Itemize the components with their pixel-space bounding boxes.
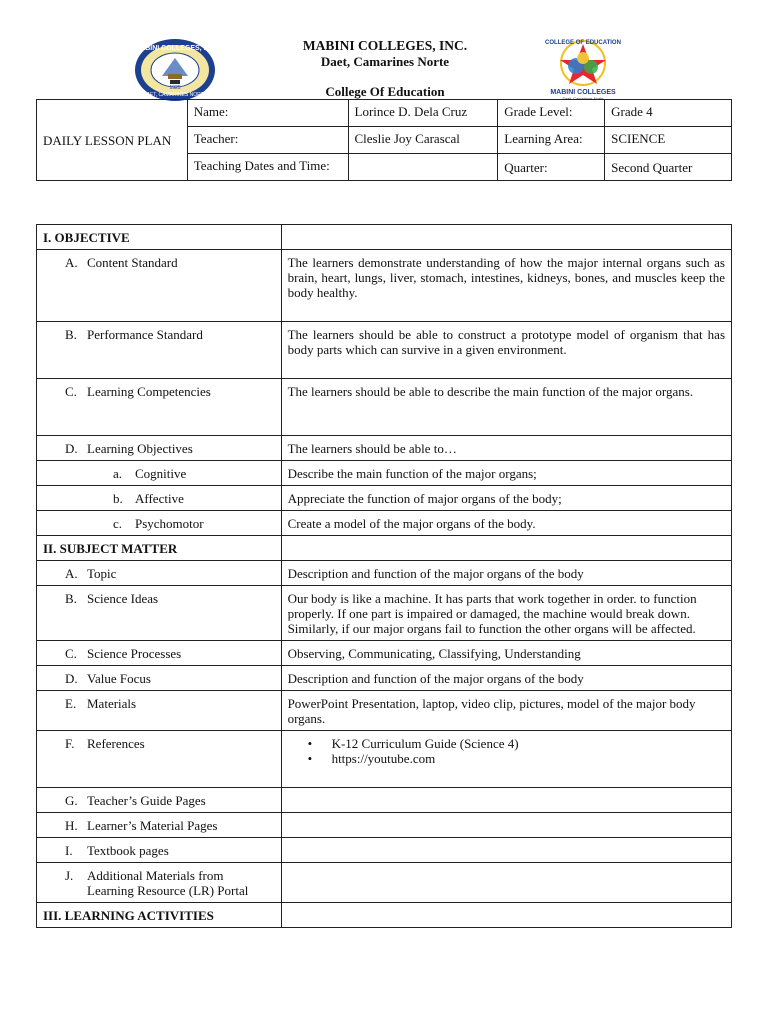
row-value: PowerPoint Presentation, laptop, video clip, pictures, model of the major body organs. bbox=[281, 691, 731, 731]
table-row bbox=[37, 641, 732, 666]
seal-bottom-text: DAET, CAMARINES NORTE bbox=[142, 92, 208, 98]
table-row bbox=[37, 322, 732, 379]
learning-area-value: SCIENCE bbox=[605, 127, 732, 154]
table-row bbox=[37, 461, 732, 486]
item-number: H. bbox=[65, 818, 78, 833]
daily-lesson-plan-label: DAILY LESSON PLAN bbox=[37, 100, 188, 181]
row-value: The learners demonstrate understanding of how the major internal organs such as brain, heart, lungs, liver, stomach, intestines, kidneys, bones, and muscles keep the body healthy. bbox=[281, 250, 731, 322]
item-number: B. bbox=[65, 327, 77, 342]
item-number: J. bbox=[65, 868, 74, 883]
table-row bbox=[37, 838, 732, 863]
table-row bbox=[37, 666, 732, 691]
row-value: The learners should be able to… bbox=[281, 436, 731, 461]
section-heading: II. SUBJECT MATTER bbox=[37, 536, 282, 561]
table-row bbox=[37, 813, 732, 838]
row-label: Topic bbox=[87, 566, 117, 581]
name-label: Name: bbox=[187, 100, 348, 127]
row-label: Cognitive bbox=[135, 466, 187, 481]
list-item: • https://youtube.com bbox=[332, 751, 725, 766]
row-value: Appreciate the function of major organs of the body; bbox=[281, 486, 731, 511]
section-heading: III. LEARNING ACTIVITIES bbox=[37, 903, 282, 928]
grade-level-label: Grade Level: bbox=[498, 100, 605, 127]
row-label: Materials bbox=[87, 696, 137, 711]
row-label: References bbox=[87, 736, 145, 751]
table-row bbox=[37, 511, 732, 536]
logo-sub-text: Daet, Camarines Norte bbox=[562, 96, 604, 100]
teacher-value: Cleslie Joy Carascal bbox=[348, 127, 498, 154]
row-value: Our body is like a machine. It has parts that work together in order. to function properly. If one part is impaired or damaged, the machine would break down. Similarly, if our major organs fail to function the other organs will be affected. bbox=[281, 586, 731, 641]
table-row bbox=[37, 436, 732, 461]
seal-ring-text: MABINI COLLEGES, Inc. bbox=[134, 45, 216, 52]
row-label: Additional Materials from Learning Resource (LR) Portal bbox=[87, 868, 249, 898]
quarter-value: Second Quarter bbox=[605, 154, 732, 181]
item-number: A. bbox=[65, 566, 78, 581]
row-value: Description and function of the major organs of the body bbox=[281, 561, 731, 586]
row-value: Description and function of the major organs of the body bbox=[281, 666, 731, 691]
mabini-colleges-seal-logo bbox=[134, 38, 216, 102]
row-value: Create a model of the major organs of the body. bbox=[281, 511, 731, 536]
name-value: Lorince D. Dela Cruz bbox=[348, 100, 498, 127]
item-number: B. bbox=[65, 591, 77, 606]
row-label: Affective bbox=[135, 491, 184, 506]
row-label: Science Processes bbox=[87, 646, 182, 661]
table-row bbox=[37, 788, 732, 813]
teaching-dates-label: Teaching Dates and Time: bbox=[187, 154, 348, 181]
item-number: G. bbox=[65, 793, 78, 808]
item-number: b. bbox=[113, 491, 123, 506]
logo-banner-text: MABINI COLLEGES bbox=[550, 89, 616, 96]
item-number: C. bbox=[65, 384, 77, 399]
lesson-info-table bbox=[36, 99, 732, 181]
row-value: Describe the main function of the major organs; bbox=[281, 461, 731, 486]
row-label: Learning Objectives bbox=[87, 441, 193, 456]
item-number: D. bbox=[65, 441, 78, 456]
table-row bbox=[37, 586, 732, 641]
objective-heading-row bbox=[37, 225, 732, 250]
logo-arc-text: COLLEGE OF EDUCATION bbox=[545, 40, 621, 46]
learning-area-label: Learning Area: bbox=[498, 127, 605, 154]
row-value: Observing, Communicating, Classifying, Understanding bbox=[281, 641, 731, 666]
table-row bbox=[37, 731, 732, 788]
item-number: F. bbox=[65, 736, 75, 751]
references-list bbox=[288, 736, 725, 766]
row-label: Science Ideas bbox=[87, 591, 159, 606]
table-row bbox=[37, 561, 732, 586]
institution-location: Daet, Camarines Norte bbox=[320, 54, 450, 69]
row-label: Learning Competencies bbox=[87, 384, 211, 399]
item-number: A. bbox=[65, 255, 78, 270]
row-label: Content Standard bbox=[87, 255, 178, 270]
seal-year-text: 1925 bbox=[169, 85, 181, 91]
table-row bbox=[37, 379, 732, 436]
learning-activities-heading-row bbox=[37, 903, 732, 928]
item-number: c. bbox=[113, 516, 123, 531]
institution-name: MABINI COLLEGES, INC. bbox=[302, 38, 468, 53]
subject-matter-heading-row bbox=[37, 536, 732, 561]
document-header bbox=[0, 0, 768, 100]
item-number: C. bbox=[65, 646, 77, 661]
section-heading: I. OBJECTIVE bbox=[37, 225, 282, 250]
row-value bbox=[281, 731, 731, 788]
table-row bbox=[37, 486, 732, 511]
row-label: Teacher’s Guide Pages bbox=[87, 793, 206, 808]
item-number: a. bbox=[113, 466, 123, 481]
table-row bbox=[37, 863, 732, 903]
item-number: E. bbox=[65, 696, 77, 711]
row-label: Psychomotor bbox=[135, 516, 204, 531]
row-label: Learner’s Material Pages bbox=[87, 818, 218, 833]
quarter-label: Quarter: bbox=[498, 154, 605, 181]
grade-level-value: Grade 4 bbox=[605, 100, 732, 127]
table-row bbox=[37, 250, 732, 322]
item-number: D. bbox=[65, 671, 78, 686]
college-of-education-logo bbox=[540, 36, 626, 100]
row-label: Textbook pages bbox=[87, 843, 169, 858]
lesson-plan-table bbox=[36, 224, 732, 928]
item-number: I. bbox=[65, 843, 73, 858]
table-row bbox=[37, 691, 732, 731]
teacher-label: Teacher: bbox=[187, 127, 348, 154]
teaching-dates-value bbox=[348, 154, 498, 181]
row-value: The learners should be able to describe the main function of the major organs. bbox=[281, 379, 731, 436]
list-item: • K-12 Curriculum Guide (Science 4) bbox=[332, 736, 725, 751]
row-label: Performance Standard bbox=[87, 327, 203, 342]
college-name: College Of Education bbox=[325, 84, 445, 99]
row-value: The learners should be able to construct a prototype model of organism that has body parts which can survive in a given environment. bbox=[281, 322, 731, 379]
row-label: Value Focus bbox=[87, 671, 151, 686]
